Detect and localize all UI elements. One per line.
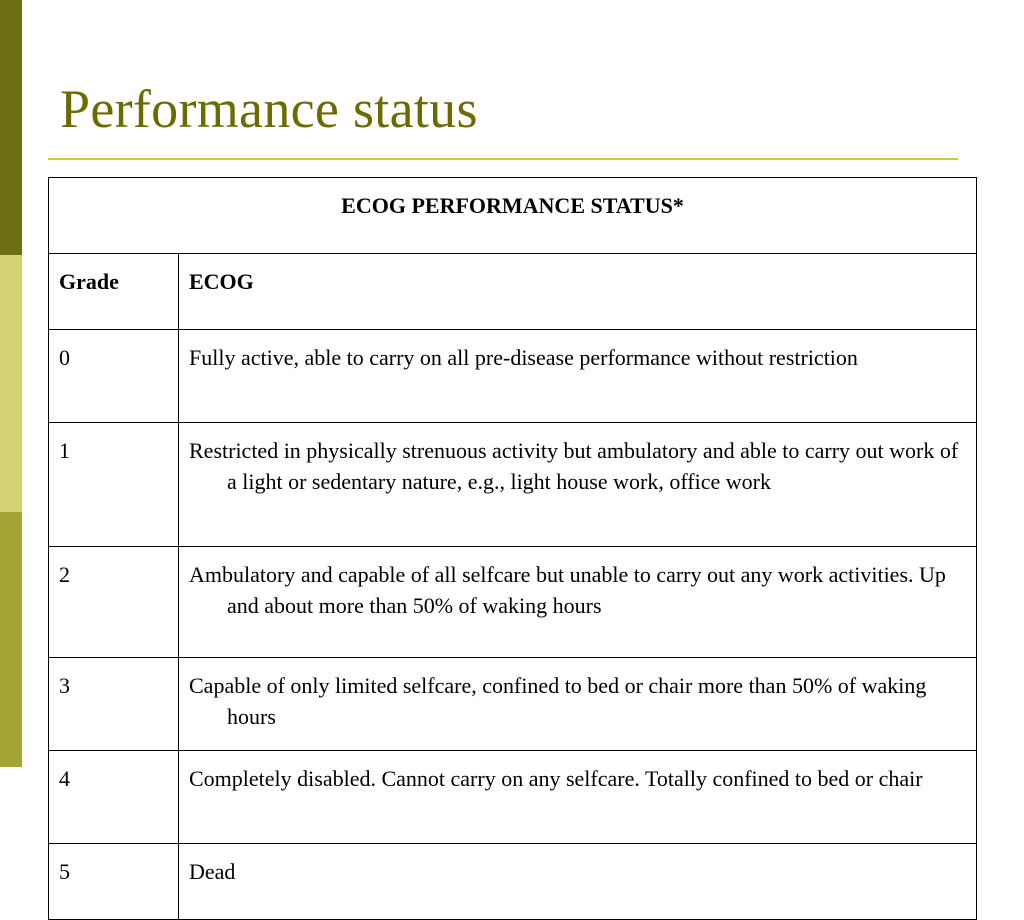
- table-row: [49, 547, 977, 658]
- description-cell: Fully active, able to carry on all pre-disease performance without restriction: [179, 330, 977, 423]
- table-caption: ECOG PERFORMANCE STATUS*: [49, 178, 977, 254]
- ecog-table: [48, 177, 977, 920]
- table-row: [49, 658, 977, 751]
- grade-cell: 1: [49, 423, 179, 547]
- grade-cell: 5: [49, 844, 179, 920]
- description-cell: Ambulatory and capable of all selfcare but unable to carry out any work activities. Up and about more than 50% of waking hours: [179, 547, 977, 658]
- grade-cell: 2: [49, 547, 179, 658]
- sidebar-segment-top: [0, 0, 22, 255]
- table-row: [49, 844, 977, 920]
- table-header-row: [49, 254, 977, 330]
- title-underline: [48, 158, 958, 160]
- header-grade: Grade: [49, 254, 179, 330]
- description-cell: Completely disabled. Cannot carry on any selfcare. Totally confined to bed or chair: [179, 751, 977, 844]
- grade-cell: 4: [49, 751, 179, 844]
- grade-cell: 3: [49, 658, 179, 751]
- description-cell: Dead: [179, 844, 977, 920]
- header-ecog: ECOG: [179, 254, 977, 330]
- table-caption-row: [49, 178, 977, 254]
- slide-sidebar-bar: [0, 0, 22, 767]
- sidebar-segment-bottom: [0, 512, 22, 767]
- sidebar-segment-middle: [0, 255, 22, 512]
- description-cell: Capable of only limited selfcare, confined to bed or chair more than 50% of waking hours: [179, 658, 977, 751]
- slide-title: Performance status: [60, 79, 478, 139]
- description-cell: Restricted in physically strenuous activity but ambulatory and able to carry out work of a light or sedentary nature, e.g., light house work, office work: [179, 423, 977, 547]
- table-row: [49, 330, 977, 423]
- table-row: [49, 751, 977, 844]
- grade-cell: 0: [49, 330, 179, 423]
- table-row: [49, 423, 977, 547]
